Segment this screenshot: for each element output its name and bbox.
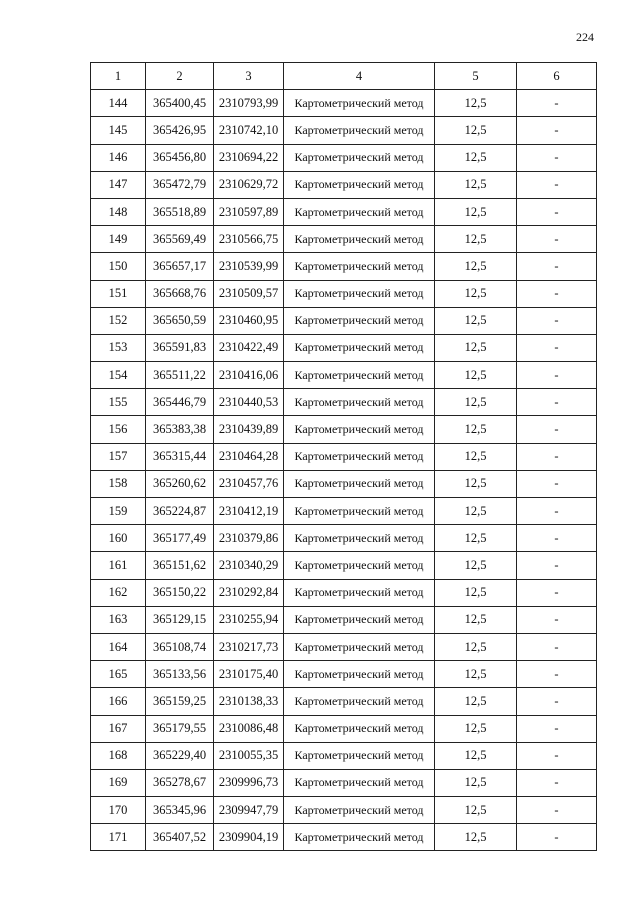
point-number-cell: 166: [91, 688, 146, 715]
table-row: [91, 633, 597, 660]
accuracy-cell: 12,5: [435, 226, 517, 253]
table-row: [91, 307, 597, 334]
table-body: [91, 90, 597, 851]
accuracy-cell: 12,5: [435, 688, 517, 715]
point-number-cell: 146: [91, 144, 146, 171]
table-row: [91, 226, 597, 253]
point-number-cell: 152: [91, 307, 146, 334]
point-number-cell: 144: [91, 90, 146, 117]
description-cell: -: [517, 334, 597, 361]
y-coordinate-cell: 2310457,76: [214, 470, 284, 497]
y-coordinate-cell: 2310539,99: [214, 253, 284, 280]
point-number-cell: 145: [91, 117, 146, 144]
description-cell: -: [517, 307, 597, 334]
y-coordinate-cell: 2310086,48: [214, 715, 284, 742]
method-cell: Картометрический метод: [284, 362, 435, 389]
accuracy-cell: 12,5: [435, 144, 517, 171]
accuracy-cell: 12,5: [435, 552, 517, 579]
accuracy-cell: 12,5: [435, 715, 517, 742]
point-number-cell: 165: [91, 661, 146, 688]
table-row: [91, 389, 597, 416]
method-cell: Картометрический метод: [284, 253, 435, 280]
description-cell: -: [517, 633, 597, 660]
method-cell: Картометрический метод: [284, 334, 435, 361]
accuracy-cell: 12,5: [435, 525, 517, 552]
accuracy-cell: 12,5: [435, 307, 517, 334]
method-cell: Картометрический метод: [284, 90, 435, 117]
accuracy-cell: 12,5: [435, 470, 517, 497]
method-cell: Картометрический метод: [284, 579, 435, 606]
description-cell: -: [517, 362, 597, 389]
point-number-cell: 171: [91, 824, 146, 851]
point-number-cell: 170: [91, 797, 146, 824]
y-coordinate-cell: 2310566,75: [214, 226, 284, 253]
x-coordinate-cell: 365446,79: [146, 389, 214, 416]
x-coordinate-cell: 365150,22: [146, 579, 214, 606]
x-coordinate-cell: 365179,55: [146, 715, 214, 742]
x-coordinate-cell: 365426,95: [146, 117, 214, 144]
point-number-cell: 153: [91, 334, 146, 361]
accuracy-cell: 12,5: [435, 416, 517, 443]
description-cell: -: [517, 661, 597, 688]
table-row: [91, 769, 597, 796]
accuracy-cell: 12,5: [435, 797, 517, 824]
description-cell: -: [517, 579, 597, 606]
point-number-cell: 167: [91, 715, 146, 742]
column-header-method: 4: [284, 63, 435, 90]
table-row: [91, 90, 597, 117]
description-cell: -: [517, 90, 597, 117]
accuracy-cell: 12,5: [435, 579, 517, 606]
table-row: [91, 552, 597, 579]
y-coordinate-cell: 2310460,95: [214, 307, 284, 334]
table-row: [91, 443, 597, 470]
coordinates-table: [90, 62, 597, 851]
description-cell: -: [517, 824, 597, 851]
table-row: [91, 144, 597, 171]
y-coordinate-cell: 2310509,57: [214, 280, 284, 307]
x-coordinate-cell: 365650,59: [146, 307, 214, 334]
method-cell: Картометрический метод: [284, 606, 435, 633]
table-row: [91, 198, 597, 225]
point-number-cell: 147: [91, 171, 146, 198]
method-cell: Картометрический метод: [284, 824, 435, 851]
x-coordinate-cell: 365383,38: [146, 416, 214, 443]
column-header-point-number: 1: [91, 63, 146, 90]
point-number-cell: 169: [91, 769, 146, 796]
x-coordinate-cell: 365151,62: [146, 552, 214, 579]
point-number-cell: 162: [91, 579, 146, 606]
y-coordinate-cell: 2310055,35: [214, 742, 284, 769]
x-coordinate-cell: 365278,67: [146, 769, 214, 796]
accuracy-cell: 12,5: [435, 606, 517, 633]
point-number-cell: 168: [91, 742, 146, 769]
point-number-cell: 155: [91, 389, 146, 416]
y-coordinate-cell: 2310292,84: [214, 579, 284, 606]
accuracy-cell: 12,5: [435, 498, 517, 525]
method-cell: Картометрический метод: [284, 552, 435, 579]
description-cell: -: [517, 144, 597, 171]
y-coordinate-cell: 2310175,40: [214, 661, 284, 688]
table-row: [91, 470, 597, 497]
table-row: [91, 606, 597, 633]
x-coordinate-cell: 365518,89: [146, 198, 214, 225]
method-cell: Картометрический метод: [284, 715, 435, 742]
column-header-y: 3: [214, 63, 284, 90]
y-coordinate-cell: 2310217,73: [214, 633, 284, 660]
y-coordinate-cell: 2310416,06: [214, 362, 284, 389]
x-coordinate-cell: 365668,76: [146, 280, 214, 307]
method-cell: Картометрический метод: [284, 144, 435, 171]
accuracy-cell: 12,5: [435, 443, 517, 470]
y-coordinate-cell: 2310597,89: [214, 198, 284, 225]
accuracy-cell: 12,5: [435, 389, 517, 416]
table-row: [91, 824, 597, 851]
accuracy-cell: 12,5: [435, 742, 517, 769]
description-cell: -: [517, 470, 597, 497]
table-row: [91, 525, 597, 552]
x-coordinate-cell: 365407,52: [146, 824, 214, 851]
table-row: [91, 362, 597, 389]
method-cell: Картометрический метод: [284, 742, 435, 769]
x-coordinate-cell: 365657,17: [146, 253, 214, 280]
table-row: [91, 579, 597, 606]
y-coordinate-cell: 2310793,99: [214, 90, 284, 117]
table-row: [91, 661, 597, 688]
description-cell: -: [517, 498, 597, 525]
description-cell: -: [517, 117, 597, 144]
table-row: [91, 117, 597, 144]
x-coordinate-cell: 365569,49: [146, 226, 214, 253]
x-coordinate-cell: 365345,96: [146, 797, 214, 824]
method-cell: Картометрический метод: [284, 769, 435, 796]
x-coordinate-cell: 365511,22: [146, 362, 214, 389]
y-coordinate-cell: 2310742,10: [214, 117, 284, 144]
point-number-cell: 161: [91, 552, 146, 579]
x-coordinate-cell: 365129,15: [146, 606, 214, 633]
table-row: [91, 715, 597, 742]
method-cell: Картометрический метод: [284, 688, 435, 715]
table-row: [91, 797, 597, 824]
description-cell: -: [517, 416, 597, 443]
method-cell: Картометрический метод: [284, 307, 435, 334]
accuracy-cell: 12,5: [435, 90, 517, 117]
y-coordinate-cell: 2310464,28: [214, 443, 284, 470]
description-cell: -: [517, 171, 597, 198]
method-cell: Картометрический метод: [284, 525, 435, 552]
method-cell: Картометрический метод: [284, 198, 435, 225]
point-number-cell: 157: [91, 443, 146, 470]
method-cell: Картометрический метод: [284, 797, 435, 824]
table-header-row: [91, 63, 597, 90]
table-row: [91, 742, 597, 769]
description-cell: -: [517, 797, 597, 824]
accuracy-cell: 12,5: [435, 171, 517, 198]
y-coordinate-cell: 2309947,79: [214, 797, 284, 824]
point-number-cell: 159: [91, 498, 146, 525]
method-cell: Картометрический метод: [284, 416, 435, 443]
point-number-cell: 160: [91, 525, 146, 552]
point-number-cell: 148: [91, 198, 146, 225]
x-coordinate-cell: 365229,40: [146, 742, 214, 769]
column-header-accuracy: 5: [435, 63, 517, 90]
method-cell: Картометрический метод: [284, 226, 435, 253]
description-cell: -: [517, 443, 597, 470]
point-number-cell: 151: [91, 280, 146, 307]
y-coordinate-cell: 2310412,19: [214, 498, 284, 525]
y-coordinate-cell: 2310379,86: [214, 525, 284, 552]
y-coordinate-cell: 2310255,94: [214, 606, 284, 633]
y-coordinate-cell: 2310440,53: [214, 389, 284, 416]
table-row: [91, 416, 597, 443]
method-cell: Картометрический метод: [284, 443, 435, 470]
accuracy-cell: 12,5: [435, 661, 517, 688]
accuracy-cell: 12,5: [435, 117, 517, 144]
y-coordinate-cell: 2309904,19: [214, 824, 284, 851]
description-cell: -: [517, 606, 597, 633]
y-coordinate-cell: 2310422,49: [214, 334, 284, 361]
description-cell: -: [517, 525, 597, 552]
method-cell: Картометрический метод: [284, 389, 435, 416]
method-cell: Картометрический метод: [284, 280, 435, 307]
table-row: [91, 253, 597, 280]
description-cell: -: [517, 280, 597, 307]
table-row: [91, 171, 597, 198]
accuracy-cell: 12,5: [435, 824, 517, 851]
table-row: [91, 688, 597, 715]
point-number-cell: 150: [91, 253, 146, 280]
accuracy-cell: 12,5: [435, 362, 517, 389]
table-row: [91, 334, 597, 361]
x-coordinate-cell: 365177,49: [146, 525, 214, 552]
x-coordinate-cell: 365315,44: [146, 443, 214, 470]
description-cell: -: [517, 198, 597, 225]
accuracy-cell: 12,5: [435, 334, 517, 361]
x-coordinate-cell: 365133,56: [146, 661, 214, 688]
table-row: [91, 498, 597, 525]
method-cell: Картометрический метод: [284, 171, 435, 198]
y-coordinate-cell: 2310629,72: [214, 171, 284, 198]
x-coordinate-cell: 365400,45: [146, 90, 214, 117]
point-number-cell: 163: [91, 606, 146, 633]
accuracy-cell: 12,5: [435, 280, 517, 307]
point-number-cell: 164: [91, 633, 146, 660]
method-cell: Картометрический метод: [284, 633, 435, 660]
accuracy-cell: 12,5: [435, 253, 517, 280]
description-cell: -: [517, 389, 597, 416]
page-number: 224: [576, 30, 594, 44]
x-coordinate-cell: 365591,83: [146, 334, 214, 361]
method-cell: Картометрический метод: [284, 498, 435, 525]
accuracy-cell: 12,5: [435, 769, 517, 796]
table-row: [91, 280, 597, 307]
description-cell: -: [517, 715, 597, 742]
x-coordinate-cell: 365260,62: [146, 470, 214, 497]
x-coordinate-cell: 365456,80: [146, 144, 214, 171]
description-cell: -: [517, 688, 597, 715]
point-number-cell: 154: [91, 362, 146, 389]
column-header-x: 2: [146, 63, 214, 90]
y-coordinate-cell: 2310138,33: [214, 688, 284, 715]
method-cell: Картометрический метод: [284, 661, 435, 688]
method-cell: Картометрический метод: [284, 117, 435, 144]
description-cell: -: [517, 769, 597, 796]
description-cell: -: [517, 226, 597, 253]
x-coordinate-cell: 365159,25: [146, 688, 214, 715]
description-cell: -: [517, 253, 597, 280]
accuracy-cell: 12,5: [435, 198, 517, 225]
method-cell: Картометрический метод: [284, 470, 435, 497]
y-coordinate-cell: 2310694,22: [214, 144, 284, 171]
description-cell: -: [517, 552, 597, 579]
point-number-cell: 156: [91, 416, 146, 443]
accuracy-cell: 12,5: [435, 633, 517, 660]
point-number-cell: 158: [91, 470, 146, 497]
y-coordinate-cell: 2309996,73: [214, 769, 284, 796]
x-coordinate-cell: 365108,74: [146, 633, 214, 660]
point-number-cell: 149: [91, 226, 146, 253]
y-coordinate-cell: 2310340,29: [214, 552, 284, 579]
x-coordinate-cell: 365472,79: [146, 171, 214, 198]
x-coordinate-cell: 365224,87: [146, 498, 214, 525]
description-cell: -: [517, 742, 597, 769]
column-header-description: 6: [517, 63, 597, 90]
y-coordinate-cell: 2310439,89: [214, 416, 284, 443]
